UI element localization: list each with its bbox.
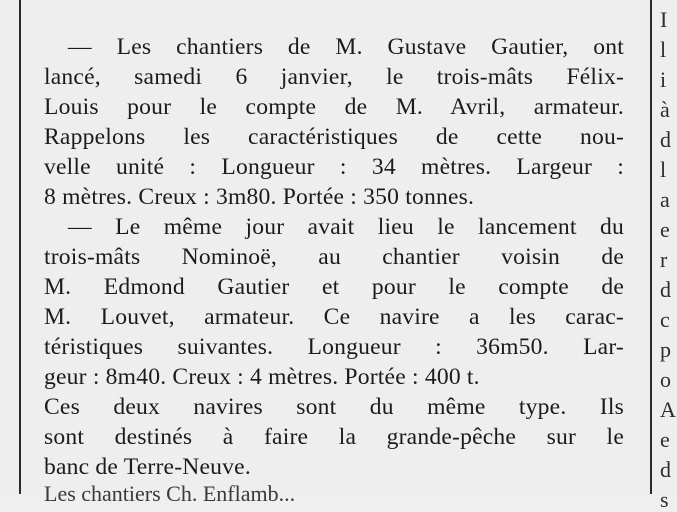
adjacent-column-glyph: d [660,127,671,152]
adjacent-column-glyph: p [660,337,671,362]
article-line: M. Edmond Gautier et pour le compte de [44,274,624,300]
article-line: banc de Terre-Neuve. [44,454,251,480]
article-line: Rappelons les caractéristiques de cette nou- [44,124,624,150]
right-column-rule [650,0,652,494]
article-line: téristiques suivantes. Longueur : 36m50. Lar- [44,334,624,360]
article-line: trois-mâts Nominoë, au chantier voisin de [44,244,624,270]
adjacent-column-glyph: c [660,307,670,332]
bottom-cut-text: Les chantiers Ch. Enflamb... [44,481,296,506]
article-line: sont destinés à faire la grande-pêche sur le [44,424,624,450]
adjacent-column-glyph: d [660,457,671,482]
adjacent-column-glyph: e [660,427,670,452]
article-line: — Le même jour avait lieu le lancement du [68,214,624,240]
left-column-rule [19,0,21,494]
article-line: Louis pour le compte de M. Avril, armateur. [44,94,624,120]
article-line: M. Louvet, armateur. Ce navire a les carac- [44,304,624,330]
adjacent-column-fragment [658,0,677,512]
adjacent-column-glyph: e [660,217,670,242]
adjacent-column-glyph: I [660,7,668,32]
article-line: 8 mètres. Creux : 3m80. Portée : 350 tonnes. [44,184,475,210]
adjacent-column-glyph: l [660,157,667,182]
adjacent-column-glyph: a [660,187,670,212]
article-line: — Les chantiers de M. Gustave Gautier, ont [68,34,624,60]
article-line: velle unité : Longueur : 34 mètres. Largeur : [44,154,624,180]
adjacent-column-glyph: i [660,67,667,92]
adjacent-column-glyph: r [660,247,668,272]
article-line: Ces deux navires sont du même type. Ils [44,394,624,420]
article-line: geur : 8m40. Creux : 4 mètres. Portée : 400 t. [44,364,480,390]
adjacent-column-glyph: d [660,277,671,302]
adjacent-column-glyph: à [660,97,670,122]
article-text [44,32,624,482]
adjacent-column-glyph: A [660,397,676,422]
adjacent-column-glyph: l [660,37,667,62]
adjacent-column-glyph: s [660,487,669,512]
adjacent-column-glyph: o [660,367,671,392]
top-cut-text [100,0,660,12]
article-line: lancé, samedi 6 janvier, le trois-mâts Félix- [44,64,624,90]
